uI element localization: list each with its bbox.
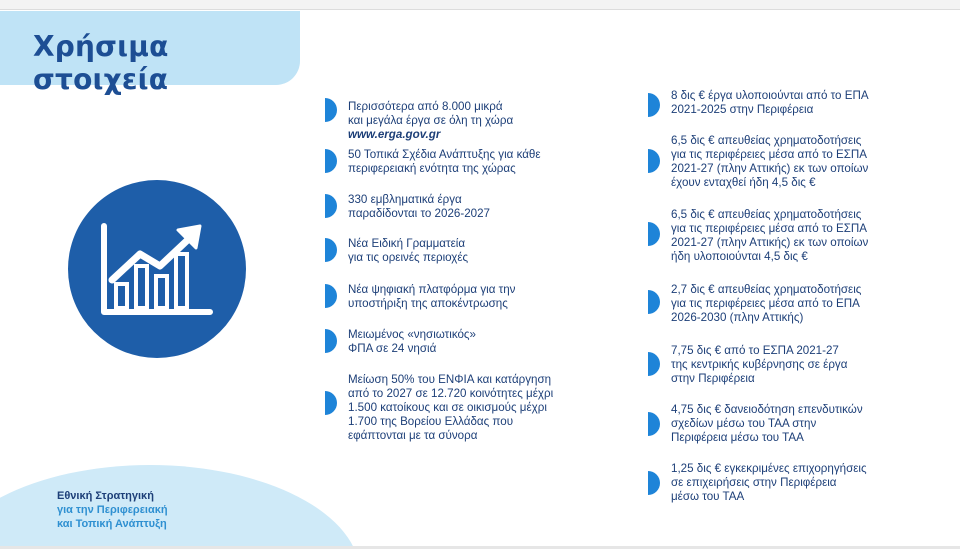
bullet-icon: [325, 98, 337, 122]
bullet-icon: [648, 352, 660, 376]
list-item: 6,5 δις € απευθείας χρηματοδοτήσεις για τις περιφέρειες μέσα από το ΕΣΠΑ 2021-27 (πλην Αττικής) εκ των οποίων έχουν ενταχθεί ήδη 4,5 δις €: [671, 134, 869, 189]
footer-line-3: και Τοπική Ανάπτυξη: [57, 518, 167, 530]
list-item: 1,25 δις € εγκεκριμένες επιχορηγήσεις σε επιχειρήσεις στην Περιφέρεια μέσω του ΤΑΑ: [671, 462, 867, 503]
footer-line-2: για την Περιφερειακή: [57, 504, 168, 516]
footer-shape: [0, 465, 360, 549]
list-item: 2,7 δις € απευθείας χρηματοδοτήσεις για τις περιφέρειες μέσα από το ΕΠΑ 2026-2030 (πλην Αττικής): [671, 283, 862, 324]
list-item: 4,75 δις € δανειοδότηση επενδυτικών σχεδίων μέσω του ΤΑΑ στην Περιφέρεια μέσω του ΤΑΑ: [671, 403, 863, 444]
bullet-icon: [325, 284, 337, 308]
list-item: Νέα Ειδική Γραμματεία για τις ορεινές περιοχές: [348, 237, 469, 264]
list-item: 50 Τοπικά Σχέδια Ανάπτυξης για κάθε περιφερειακή ενότητα της χώρας: [348, 148, 541, 175]
list-item: 8 δις € έργα υλοποιούνται από το ΕΠΑ 2021-2025 στην Περιφέρεια: [671, 89, 869, 116]
footer-branding: [57, 489, 168, 531]
list-item: 6,5 δις € απευθείας χρηματοδοτήσεις για τις περιφέρειες μέσα από το ΕΣΠΑ 2021-27 (πλην Αττικής) εκ των οποίων ήδη υλοποιούνται 4,5 δις €: [671, 208, 869, 263]
bullet-icon: [648, 412, 660, 436]
bullet-icon: [325, 149, 337, 173]
bullet-icon: [325, 329, 337, 353]
list-item: 7,75 δις € από το ΕΣΠΑ 2021-27 της κεντρικής κυβέρνησης σε έργα στην Περιφέρεια: [671, 344, 848, 385]
erga-link[interactable]: www.erga.gov.gr: [348, 128, 441, 141]
list-item-text: Περισσότερα από 8.000 μικρά και μεγάλα έργα σε όλη τη χώρα: [348, 100, 514, 127]
list-item: Νέα ψηφιακή πλατφόρμα για την υποστήριξη της αποκέντρωσης: [348, 283, 516, 310]
footer-line-1: Εθνική Στρατηγική: [57, 490, 154, 502]
bullet-icon: [325, 391, 337, 415]
bullet-icon: [648, 290, 660, 314]
bullet-icon: [648, 222, 660, 246]
list-item: Μειωμένος «νησιωτικός» ΦΠΑ σε 24 νησιά: [348, 328, 476, 355]
bullet-icon: [648, 93, 660, 117]
growth-chart-icon: [68, 180, 246, 358]
list-item: Μείωση 50% του ΕΝΦΙΑ και κατάργηση από το 2027 σε 12.720 κοινότητες μέχρι 1.500 κατοίκους και σε οικισμούς μέχρι 1.700 της Βορείου Ελλάδας που εφάπτονται με τα σύνορα: [348, 373, 554, 442]
title-banner: [0, 11, 300, 96]
bullet-icon: [648, 471, 660, 495]
page-title: Χρήσιμα στοιχεία: [33, 30, 169, 96]
list-item: [348, 86, 513, 156]
top-border: [0, 0, 960, 10]
bullet-icon: [325, 238, 337, 262]
list-item: 330 εμβληματικά έργα παραδίδονται το 2026-2027: [348, 193, 491, 220]
bullet-icon: [648, 149, 660, 173]
bullet-icon: [325, 194, 337, 218]
